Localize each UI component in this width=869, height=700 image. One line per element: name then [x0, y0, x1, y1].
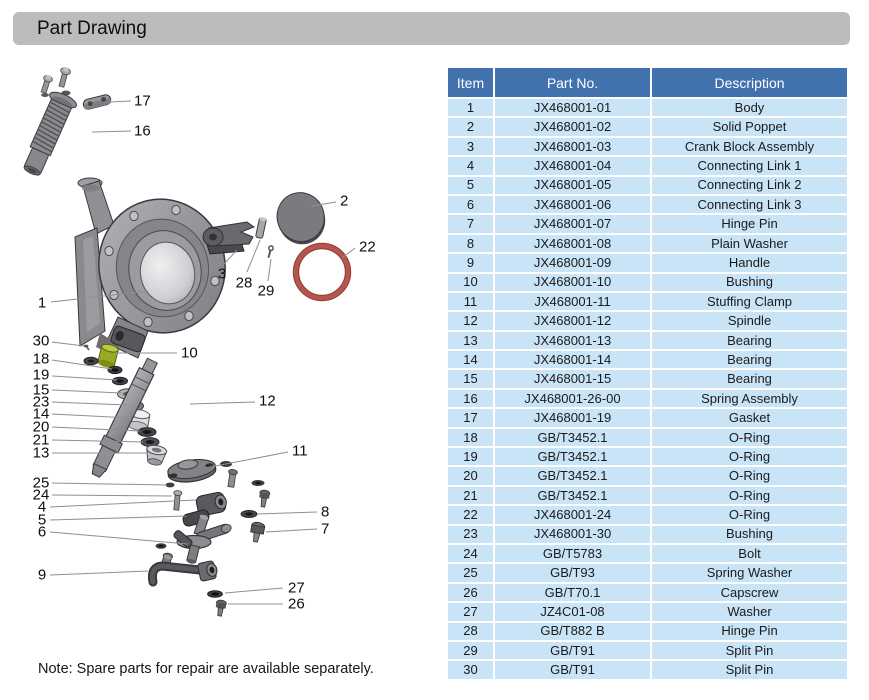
callout-number-25: 25	[32, 474, 50, 492]
description-cell: Handle	[652, 254, 847, 271]
exploded-view-drawing	[0, 55, 446, 680]
table-row	[448, 506, 847, 523]
parts-table-body	[448, 99, 847, 679]
callout-number-4: 4	[37, 498, 47, 516]
callout-number-2: 2	[340, 192, 349, 210]
item-cell: 17	[448, 409, 493, 426]
description-cell: Split Pin	[652, 642, 847, 659]
callout-number-27: 27	[288, 579, 305, 597]
callout-number-28: 28	[235, 274, 253, 292]
callout-number-19: 19	[32, 366, 50, 384]
description-cell: Solid Poppet	[652, 118, 847, 135]
description-cell: Crank Block Assembly	[652, 138, 847, 155]
description-cell: Stuffing Clamp	[652, 293, 847, 310]
table-row	[448, 196, 847, 213]
callout-number-10: 10	[181, 344, 198, 362]
table-row	[448, 118, 847, 135]
item-cell: 29	[448, 642, 493, 659]
description-cell: O-Ring	[652, 506, 847, 523]
item-cell: 27	[448, 603, 493, 620]
column-header-item: Item	[448, 68, 493, 97]
part-no-cell: JX468001-04	[495, 157, 650, 174]
description-cell: Bearing	[652, 351, 847, 368]
leader-line-16	[92, 131, 131, 132]
table-row	[448, 274, 847, 291]
description-cell: Bolt	[652, 545, 847, 562]
leader-line-25	[52, 483, 167, 485]
leader-line-6	[50, 532, 188, 544]
part-no-cell: JX468001-10	[495, 274, 650, 291]
callout-number-1: 1	[37, 294, 47, 312]
table-row	[448, 332, 847, 349]
table-row	[448, 312, 847, 329]
handle-part	[152, 554, 226, 616]
description-cell: O-Ring	[652, 467, 847, 484]
leader-line-28	[247, 240, 260, 272]
leader-line-21	[52, 440, 143, 442]
part-no-cell: JX468001-02	[495, 118, 650, 135]
description-cell: Washer	[652, 603, 847, 620]
table-row	[448, 293, 847, 310]
part-no-cell: JX468001-15	[495, 370, 650, 387]
parts-table	[446, 66, 849, 681]
table-row	[448, 642, 847, 659]
part-no-cell: JX468001-19	[495, 409, 650, 426]
item-cell: 30	[448, 661, 493, 678]
part-no-cell: JZ4C01-08	[495, 603, 650, 620]
table-row	[448, 584, 847, 601]
table-row	[448, 661, 847, 678]
table-row	[448, 157, 847, 174]
table-row	[448, 526, 847, 543]
o-ring-part	[293, 243, 350, 300]
callout-number-3: 3	[217, 265, 227, 283]
description-cell: Gasket	[652, 409, 847, 426]
pin-30-part	[84, 345, 89, 350]
item-cell: 24	[448, 545, 493, 562]
part-no-cell: JX468001-05	[495, 177, 650, 194]
table-row	[448, 235, 847, 252]
table-row	[448, 603, 847, 620]
part-no-cell: JX468001-11	[495, 293, 650, 310]
description-cell: Spring Assembly	[652, 390, 847, 407]
description-cell: Hinge Pin	[652, 215, 847, 232]
item-cell: 13	[448, 332, 493, 349]
item-cell: 21	[448, 487, 493, 504]
description-cell: Plain Washer	[652, 235, 847, 252]
description-cell: Spindle	[652, 312, 847, 329]
leader-line-29	[268, 259, 271, 281]
leader-line-23	[52, 402, 127, 405]
leader-line-7	[266, 529, 317, 532]
part-no-cell: GB/T3452.1	[495, 467, 650, 484]
callout-number-24: 24	[32, 486, 50, 504]
callout-number-8: 8	[321, 503, 330, 521]
description-cell: Hinge Pin	[652, 623, 847, 640]
part-no-cell: JX468001-08	[495, 235, 650, 252]
item-cell: 10	[448, 274, 493, 291]
description-cell: Capscrew	[652, 584, 847, 601]
leader-line-12	[190, 402, 255, 404]
description-cell: Connecting Link 3	[652, 196, 847, 213]
leader-line-30	[52, 342, 84, 346]
table-row	[448, 99, 847, 116]
part-no-cell: JX468001-30	[495, 526, 650, 543]
leader-line-24	[52, 495, 172, 496]
poppet-part	[271, 186, 332, 250]
item-cell: 22	[448, 506, 493, 523]
leader-line-8	[257, 512, 317, 514]
item-cell: 11	[448, 293, 493, 310]
part-no-cell: JX468001-26-00	[495, 390, 650, 407]
leader-line-5	[50, 516, 186, 520]
title-bar	[13, 12, 850, 45]
item-cell: 19	[448, 448, 493, 465]
table-row	[448, 370, 847, 387]
item-cell: 14	[448, 351, 493, 368]
callout-number-14: 14	[32, 405, 50, 423]
part-no-cell: JX468001-09	[495, 254, 650, 271]
part-no-cell: JX468001-13	[495, 332, 650, 349]
table-row	[448, 215, 847, 232]
part-no-cell: JX468001-12	[495, 312, 650, 329]
table-row	[448, 467, 847, 484]
leader-line-9	[50, 571, 148, 575]
part-no-cell: GB/T3452.1	[495, 487, 650, 504]
right-fasteners	[241, 480, 270, 543]
callout-number-13: 13	[32, 444, 50, 462]
leader-line-15	[52, 390, 122, 393]
callout-number-29: 29	[257, 282, 275, 300]
table-row	[448, 351, 847, 368]
table-row	[448, 254, 847, 271]
table-row	[448, 564, 847, 581]
description-cell: O-Ring	[652, 487, 847, 504]
table-row	[448, 409, 847, 426]
callout-number-15: 15	[32, 381, 50, 399]
part-no-cell: JX468001-14	[495, 351, 650, 368]
item-cell: 26	[448, 584, 493, 601]
callout-number-12: 12	[259, 392, 276, 410]
part-no-cell: GB/T91	[495, 642, 650, 659]
table-row	[448, 487, 847, 504]
item-cell: 15	[448, 370, 493, 387]
callout-number-5: 5	[37, 511, 47, 529]
item-cell: 4	[448, 157, 493, 174]
callout-number-20: 20	[32, 418, 50, 436]
table-row	[448, 545, 847, 562]
item-cell: 2	[448, 118, 493, 135]
part-no-cell: GB/T882 B	[495, 623, 650, 640]
table-row	[448, 138, 847, 155]
part-no-cell: GB/T93	[495, 564, 650, 581]
hinge-pin-part	[255, 217, 266, 239]
item-cell: 25	[448, 564, 493, 581]
table-row	[448, 448, 847, 465]
callout-number-6: 6	[37, 523, 47, 541]
callout-number-21: 21	[32, 431, 50, 449]
part-no-cell: GB/T5783	[495, 545, 650, 562]
item-cell: 3	[448, 138, 493, 155]
item-cell: 1	[448, 99, 493, 116]
item-cell: 9	[448, 254, 493, 271]
page-title: Part Drawing	[37, 17, 147, 39]
callout-number-26: 26	[288, 595, 305, 613]
callout-number-30: 30	[32, 332, 50, 350]
column-header-part-no: Part No.	[495, 68, 650, 97]
column-header-description: Description	[652, 68, 847, 97]
table-row	[448, 623, 847, 640]
table-row	[448, 177, 847, 194]
description-cell: Bearing	[652, 332, 847, 349]
item-cell: 28	[448, 623, 493, 640]
table-row	[448, 390, 847, 407]
callout-number-7: 7	[321, 520, 330, 538]
leader-line-17	[110, 101, 131, 102]
description-cell: Bushing	[652, 526, 847, 543]
part-no-cell: GB/T91	[495, 661, 650, 678]
item-cell: 7	[448, 215, 493, 232]
item-cell: 18	[448, 429, 493, 446]
item-cell: 8	[448, 235, 493, 252]
description-cell: Connecting Link 1	[652, 157, 847, 174]
description-cell: Bearing	[652, 370, 847, 387]
part-no-cell: JX468001-06	[495, 196, 650, 213]
item-cell: 5	[448, 177, 493, 194]
table-header-row	[448, 68, 847, 97]
description-cell: O-Ring	[652, 429, 847, 446]
part-no-cell: GB/T70.1	[495, 584, 650, 601]
description-cell: Split Pin	[652, 661, 847, 678]
leader-line-19	[52, 376, 117, 380]
table-row	[448, 429, 847, 446]
body-part	[75, 178, 238, 358]
leader-line-11	[205, 452, 288, 468]
description-cell: O-Ring	[652, 448, 847, 465]
item-cell: 20	[448, 467, 493, 484]
split-pin-part	[266, 245, 273, 258]
spare-parts-note: Note: Spare parts for repair are available separately.	[38, 661, 374, 677]
callout-number-22: 22	[359, 238, 376, 256]
item-cell: 16	[448, 390, 493, 407]
stuffing-clamp-part	[166, 456, 217, 484]
description-cell: Connecting Link 2	[652, 177, 847, 194]
part-no-cell: JX468001-24	[495, 506, 650, 523]
callout-number-16: 16	[134, 122, 151, 140]
leader-line-27	[225, 588, 283, 593]
callout-number-11: 11	[292, 442, 308, 460]
description-cell: Spring Washer	[652, 564, 847, 581]
part-no-cell: JX468001-07	[495, 215, 650, 232]
item-cell: 23	[448, 526, 493, 543]
spring-assembly-part	[17, 89, 78, 179]
part-no-cell: GB/T3452.1	[495, 429, 650, 446]
part-no-cell: GB/T3452.1	[495, 448, 650, 465]
item-cell: 12	[448, 312, 493, 329]
callout-number-18: 18	[32, 350, 50, 368]
callout-number-17: 17	[134, 92, 151, 110]
gasket-part	[82, 94, 112, 110]
description-cell: Body	[652, 99, 847, 116]
callout-number-23: 23	[32, 393, 50, 411]
part-no-cell: JX468001-03	[495, 138, 650, 155]
part-no-cell: JX468001-01	[495, 99, 650, 116]
item-cell: 6	[448, 196, 493, 213]
callout-number-9: 9	[37, 566, 47, 584]
description-cell: Bushing	[652, 274, 847, 291]
